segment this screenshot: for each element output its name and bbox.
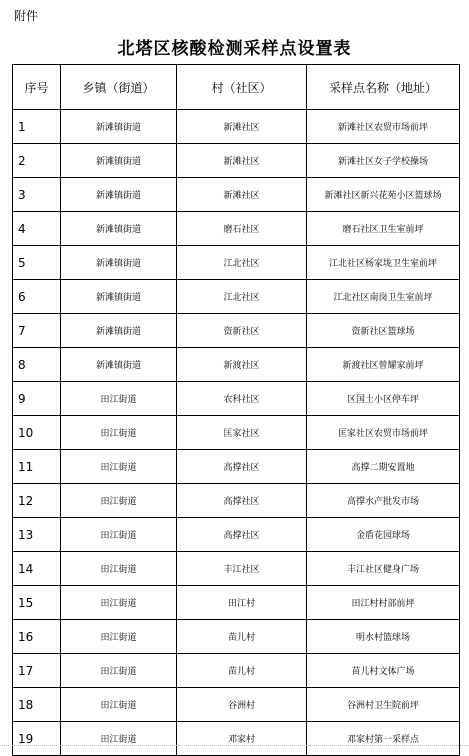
cell-site-name: 资新社区篮球场 [307,314,460,348]
cell-site-name: 新滩社区女子学校操场 [307,144,460,178]
table-row [13,110,460,144]
cell-site-name: 丰江社区健身广场 [307,552,460,586]
cell-village: 磨石社区 [177,212,307,246]
cell-index: 5 [13,246,61,280]
cell-index: 12 [13,484,61,518]
cell-site-name: 区国土小区停车坪 [307,382,460,416]
document-title: 北塔区核酸检测采样点设置表 [117,39,352,59]
cell-town: 新滩镇街道 [61,212,177,246]
cell-village: 苗儿村 [177,620,307,654]
header-site-name: 采样点名称（地址） [307,65,460,110]
table-row [13,212,460,246]
table-row [13,620,460,654]
cell-village: 高撑社区 [177,518,307,552]
cell-town: 新滩镇街道 [61,314,177,348]
cell-village: 新滩社区 [177,110,307,144]
cell-village: 匡家社区 [177,416,307,450]
cell-town: 田江街道 [61,518,177,552]
cell-site-name: 邓家村第一采样点 [307,722,460,756]
cell-index: 17 [13,654,61,688]
header-village: 村（社区） [177,65,307,110]
cell-index: 11 [13,450,61,484]
cell-town: 田江街道 [61,688,177,722]
cell-index: 15 [13,586,61,620]
cell-town: 田江街道 [61,552,177,586]
cell-town: 田江街道 [61,620,177,654]
cell-site-name: 新滩社区新兴花苑小区篮球场 [307,178,460,212]
cell-village: 江北社区 [177,280,307,314]
cell-town: 新滩镇街道 [61,280,177,314]
cell-town: 田江街道 [61,450,177,484]
cell-town: 新滩镇街道 [61,110,177,144]
table-row [13,484,460,518]
cell-index: 1 [13,110,61,144]
cell-town: 田江街道 [61,722,177,756]
cell-index: 13 [13,518,61,552]
cell-site-name: 谷洲村卫生院前坪 [307,688,460,722]
cell-village: 丰江社区 [177,552,307,586]
cell-index: 14 [13,552,61,586]
cell-index: 2 [13,144,61,178]
table-row [13,382,460,416]
cell-town: 田江街道 [61,586,177,620]
cell-site-name: 新渡社区曾耀家前坪 [307,348,460,382]
table-row [13,722,460,756]
table-body [13,110,460,756]
table-row [13,518,460,552]
table-header-row [13,65,460,110]
cell-village: 江北社区 [177,246,307,280]
cell-site-name: 江北社区杨家垅卫生室前坪 [307,246,460,280]
cell-site-name: 明水村篮球场 [307,620,460,654]
cell-village: 新滩社区 [177,178,307,212]
cell-site-name: 苗儿村文体广场 [307,654,460,688]
sampling-sites-table [12,64,460,756]
cell-town: 新滩镇街道 [61,246,177,280]
cell-site-name: 高撑二期安置地 [307,450,460,484]
cell-index: 6 [13,280,61,314]
table-row [13,246,460,280]
table-row [13,314,460,348]
cell-site-name: 金盾花园球场 [307,518,460,552]
cell-index: 18 [13,688,61,722]
attachment-label: 附件 [14,9,39,23]
cell-site-name: 新滩社区农贸市场前坪 [307,110,460,144]
cell-village: 新滩社区 [177,144,307,178]
cell-index: 19 [13,722,61,756]
table-row [13,586,460,620]
cell-town: 田江街道 [61,484,177,518]
cell-index: 10 [13,416,61,450]
table-row [13,450,460,484]
cell-site-name: 磨石社区卫生室前坪 [307,212,460,246]
header-town: 乡镇（街道） [61,65,177,110]
cell-site-name: 匡家社区农贸市场前坪 [307,416,460,450]
cell-village: 田江村 [177,586,307,620]
cell-index: 4 [13,212,61,246]
table-row [13,348,460,382]
cell-index: 8 [13,348,61,382]
cell-index: 16 [13,620,61,654]
cell-town: 新滩镇街道 [61,178,177,212]
cell-village: 高撑社区 [177,450,307,484]
cell-index: 7 [13,314,61,348]
cell-village: 高撑社区 [177,484,307,518]
table-row [13,688,460,722]
cell-site-name: 江北社区南岗卫生室前坪 [307,280,460,314]
table-row [13,654,460,688]
cell-site-name: 高撑水产批发市场 [307,484,460,518]
cell-village: 邓家村 [177,722,307,756]
cell-village: 资新社区 [177,314,307,348]
cell-site-name: 田江村村部前坪 [307,586,460,620]
cell-town: 田江街道 [61,382,177,416]
page-edge-divider [0,745,469,746]
table-row [13,144,460,178]
cell-town: 新滩镇街道 [61,144,177,178]
table-row [13,280,460,314]
cell-village: 谷洲村 [177,688,307,722]
cell-index: 3 [13,178,61,212]
header-index: 序号 [13,65,61,110]
cell-village: 农科社区 [177,382,307,416]
cell-town: 新滩镇街道 [61,348,177,382]
cell-town: 田江街道 [61,654,177,688]
cell-village: 新渡社区 [177,348,307,382]
cell-index: 9 [13,382,61,416]
table-row [13,416,460,450]
table-row [13,552,460,586]
cell-village: 苗儿村 [177,654,307,688]
cell-town: 田江街道 [61,416,177,450]
table-row [13,178,460,212]
